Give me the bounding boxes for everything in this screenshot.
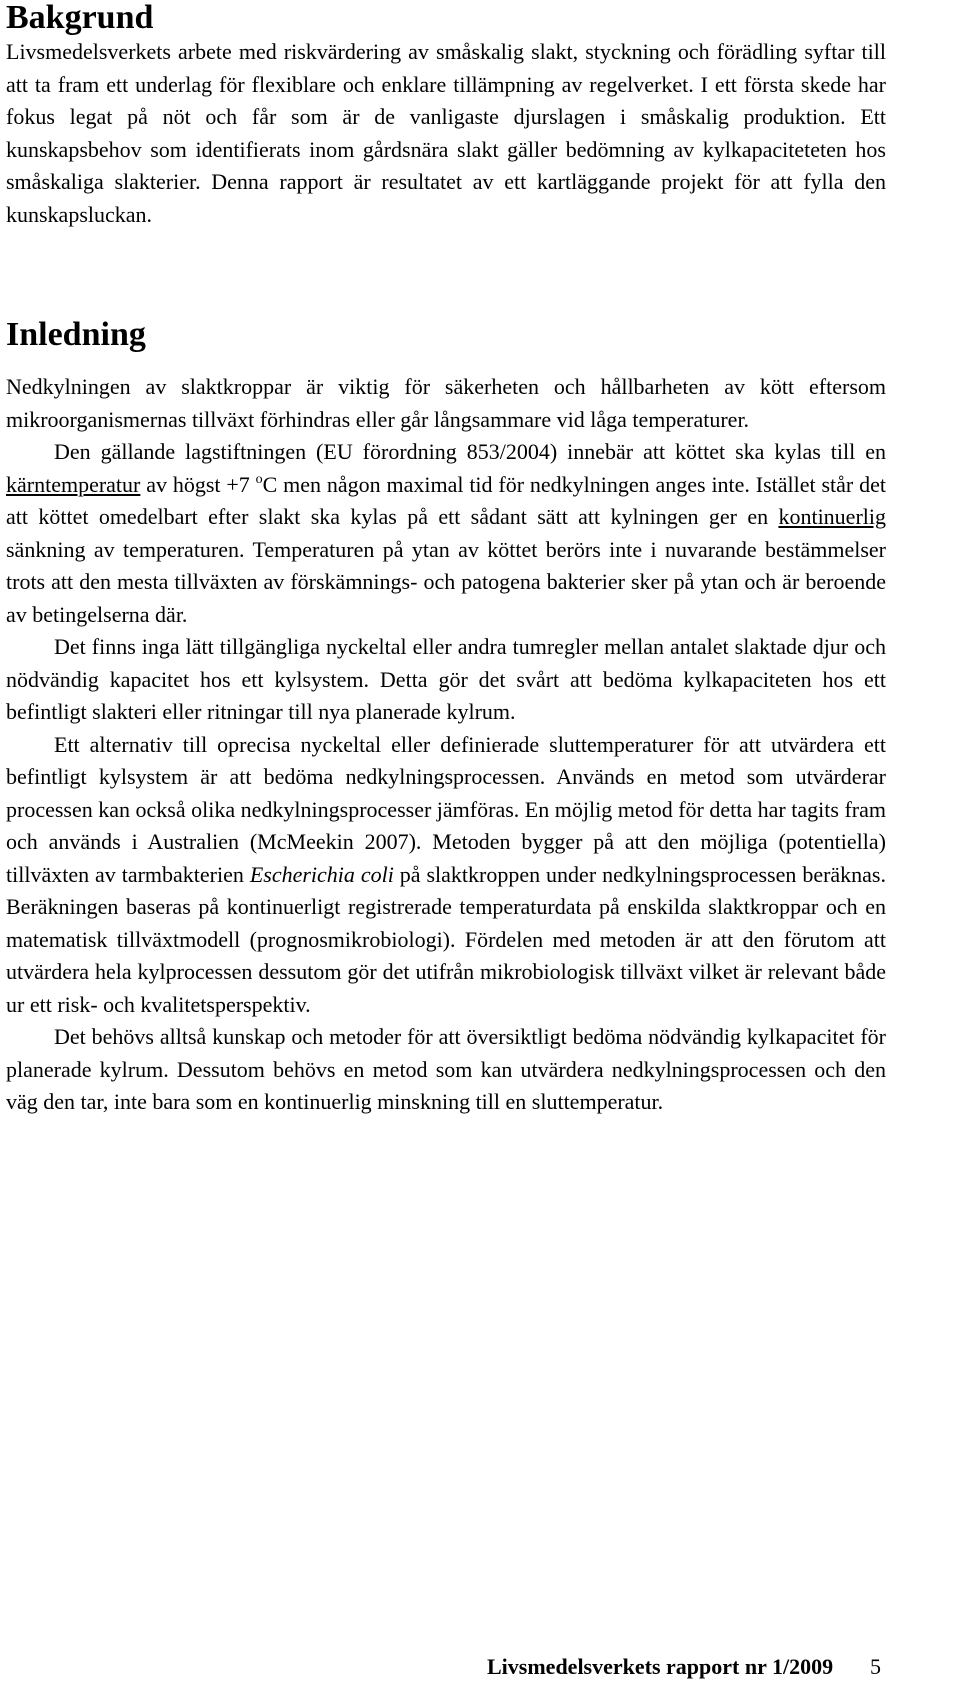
footer-report-title: Livsmedelsverkets rapport nr 1/2009 <box>487 1654 834 1679</box>
text-run: av högst +7 <box>140 471 256 497</box>
italic-species-name: Escherichia coli <box>249 861 394 887</box>
underlined-term-kontinuerlig: kontinuerlig <box>778 504 886 529</box>
document-page <box>6 0 886 1119</box>
paragraph-bakgrund: Livsmedelsverkets arbete med riskvärdering av småskalig slakt, styckning och förädling syftar till att ta fram ett underlag för flexiblare och enklare tillämpning av regelverket. I ett första skede har fokus legat på nöt och får som är de vanligaste djurslagen i småskalig produktion. Ett kunskapsbehov som identifierats inom gårdsnära slakt gäller bedömning av kylkapaciteteten hos småskaliga slakterier. Denna rapport är resultatet av ett kartläggande projekt för att fylla den kunskapsluckan. <box>6 39 886 227</box>
text-run: Den gällande lagstiftningen (EU förordning 853/2004) innebär att köttet ska kylas till en <box>54 439 886 464</box>
degree-superscript: o <box>255 471 263 487</box>
section-heading-bakgrund: Bakgrund <box>6 0 154 36</box>
footer-page-number: 5 <box>870 1654 881 1679</box>
paragraph-inledning-5: Det behövs alltså kunskap och metoder för att översiktligt bedöma nödvändig kylkapacitet för planerade kylrum. Dessutom behövs en metod som kan utvärdera nedkylningsprocessen och den väg den tar, inte bara som en kontinuerlig minskning till en sluttemperatur. <box>6 1024 886 1114</box>
text-run: på slaktkroppen under nedkylningsprocessen beräknas. Beräkningen baseras på kontinuerligt registrerade temperaturdata på enskilda slaktkroppar och en matematisk tillväxtmodell (prognosmikrobiologi). Fördelen med metoden är att den förutom att utvärdera hela kylprocessen dessutom gör det utifrån mikrobiologisk tillväxt vilket är relevant både ur ett risk- och kvalitetsperspektiv. <box>6 861 886 1017</box>
text-run: C men någon maximal tid för nedkylningen anges inte. Istället står det att köttet omedelbart efter slakt ska kylas på ett sådant sätt att kylningen ger en <box>6 471 886 529</box>
paragraph-inledning-2 <box>6 436 886 631</box>
paragraph-inledning-4 <box>6 729 886 1022</box>
paragraph-inledning-1: Nedkylningen av slaktkroppar är viktig för säkerheten och hållbarheten av kött eftersom mikroorganismernas tillväxt förhindras eller går långsammare vid låga temperaturer. <box>6 374 886 432</box>
text-run: sänkning av temperaturen. Temperaturen på ytan av köttet berörs inte i nuvarande bestämmelser trots att den mesta tillväxten av förskämnings- och patogena bakterier sker på ytan och är beroende av betingelserna där. <box>6 536 886 627</box>
paragraph-inledning-3: Det finns inga lätt tillgängliga nyckeltal eller andra tumregler mellan antalet slaktade djur och nödvändig kapacitet hos ett kylsystem. Detta gör det svårt att bedöma kylkapaciteten hos ett befintligt slakteri eller ritningar till nya planerade kylrum. <box>6 634 886 724</box>
text-run: Ett alternativ till oprecisa nyckeltal eller definierade sluttemperaturer för att utvärdera ett befintligt kylsystem är att bedöma nedkylningsprocessen. Används en metod som utvärderar processen kan också olika nedkylningsprocesser jämföras. En möjlig metod för detta har tagits fram och används i Australien (McMeekin 2007). Metoden bygger på att den möjliga (potentiella) tillväxten av tarmbakterien <box>6 731 886 887</box>
section-heading-inledning: Inledning <box>6 316 146 353</box>
underlined-term-karntemperatur: kärntemperatur <box>6 471 141 497</box>
